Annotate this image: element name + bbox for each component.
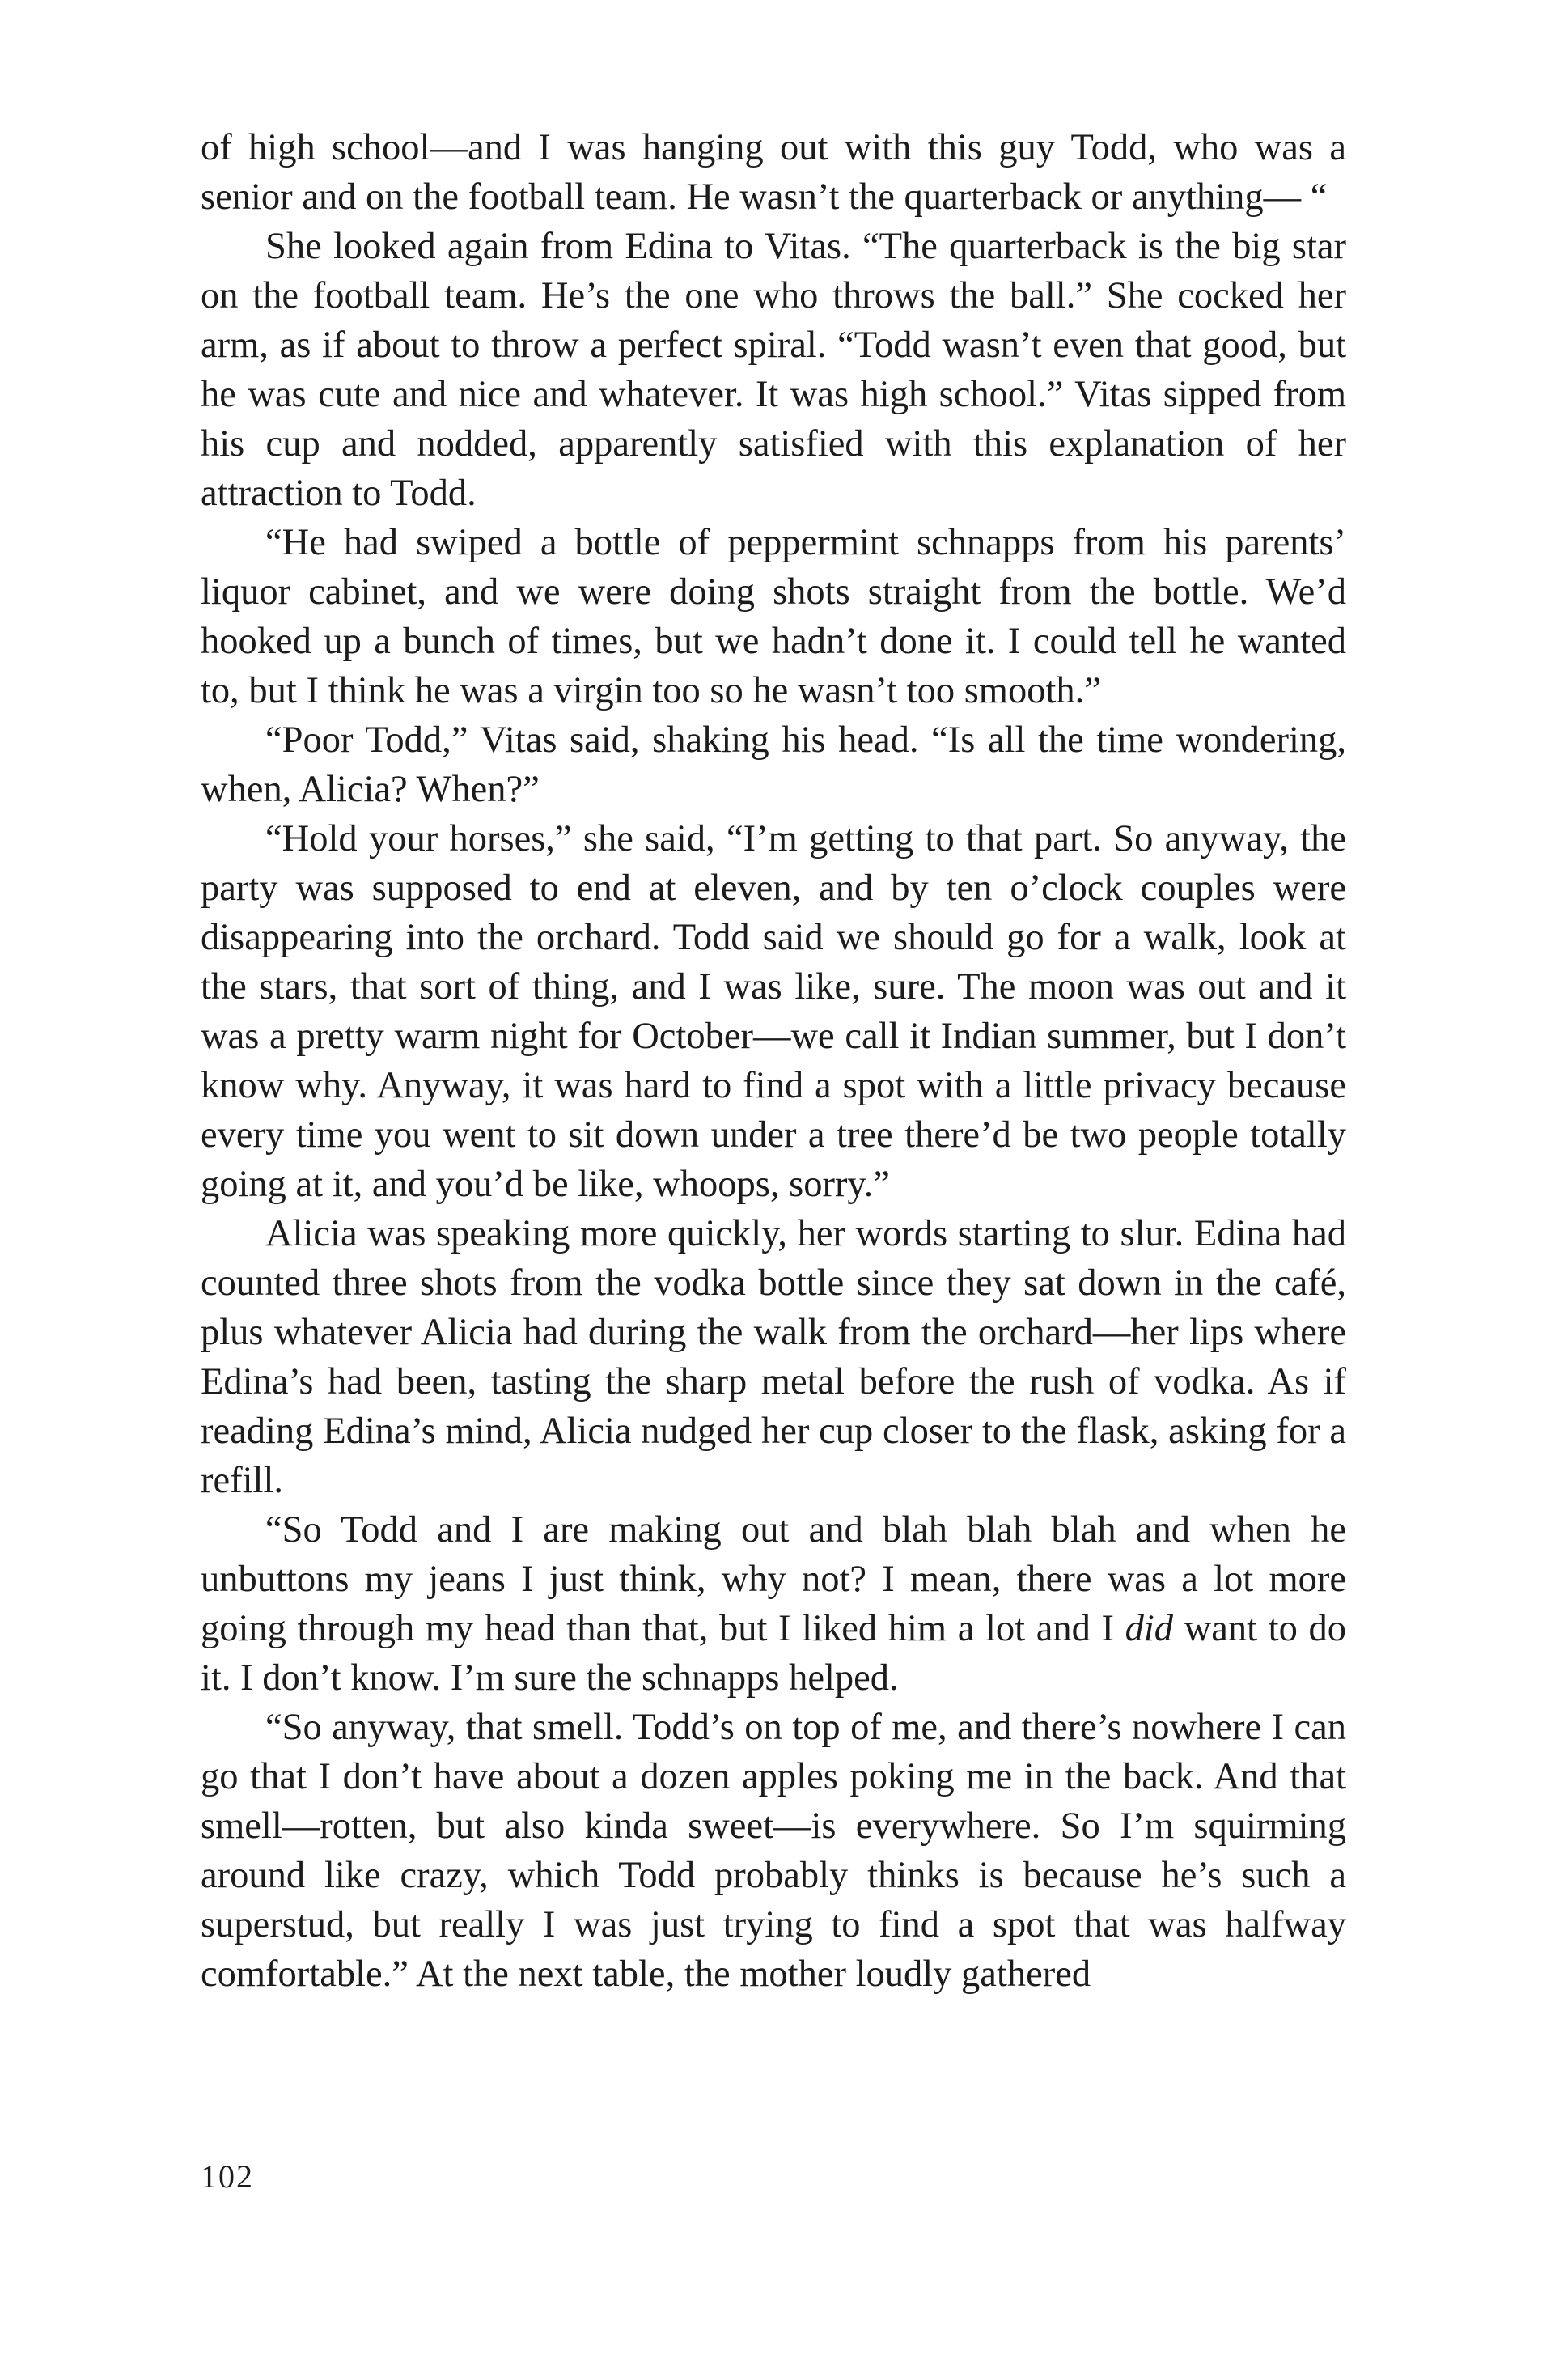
paragraph: Alicia was speaking more quickly, her words starting to slur. Edina had counted three shots from the vodka bottle since they sat down in the café, plus whatever Alicia had during the walk from the orchard—her lips where Edina’s had been, tasting the sharp metal before the rush of vodka. As if reading Edina’s mind, Alicia nudged her cup closer to the flask, asking for a refill. <box>201 1213 1346 1501</box>
paragraph-text: “So Todd and I are making out and blah blah blah and when he unbuttons my jeans I just think, why not? I mean, there was a lot more going through my head than that, but I liked him a lot and I <box>201 1509 1346 1649</box>
paragraph: “Poor Todd,” Vitas said, shaking his head. “Is all the time wondering, when, Alicia? When?” <box>201 719 1346 810</box>
page-body-text <box>201 123 1346 1999</box>
emphasized-word: did <box>1125 1608 1174 1649</box>
paragraph: “Hold your horses,” she said, “I’m getting to that part. So anyway, the party was supposed to end at eleven, and by ten o’clock couples were disappearing into the orchard. Todd said we should go for a walk, look at the stars, that sort of thing, and I was like, sure. The moon was out and it was a pretty warm night for October—we call it Indian summer, but I don’t know why. Anyway, it was hard to find a spot with a little privacy because every time you went to sit down under a tree there’d be two people totally going at it, and you’d be like, whoops, sorry.” <box>201 818 1346 1205</box>
paragraph-text: want to do it. I don’t know. I’m sure the schnapps helped. <box>201 1608 1346 1699</box>
paragraph-last: “So anyway, that smell. Todd’s on top of me, and there’s nowhere I can go that I don’t have about a dozen apples poking me in the back. And that smell—rotten, but also kinda sweet—is everywhere. So I’m squirming around like crazy, which Todd probably thinks is because he’s such a superstud, but really I was just trying to find a spot that was halfway comfortable.” At the next table, the mother loudly gathered <box>201 1707 1346 1995</box>
paragraph: She looked again from Edina to Vitas. “The quarterback is the big star on the football team. He’s the one who throws the ball.” She cocked her arm, as if about to throw a perfect spiral. “Todd wasn’t even that good, but he was cute and nice and whatever. It was high school.” Vitas sipped from his cup and nodded, apparently satisfied with this explanation of her attraction to Todd. <box>201 226 1346 514</box>
paragraph-continued: of high school—and I was hanging out with this guy Todd, who was a senior and on the football team. He wasn’t the quarterback or anything— “ <box>201 127 1346 218</box>
paragraph: “He had swiped a bottle of peppermint schnapps from his parents’ liquor cabinet, and we were doing shots straight from the bottle. We’d hooked up a bunch of times, but we hadn’t done it. I could tell he wanted to, but I think he was a virgin too so he wasn’t too smooth.” <box>201 522 1346 711</box>
paragraph-with-emphasis <box>201 1505 1346 1703</box>
page-number: 102 <box>201 2158 254 2195</box>
